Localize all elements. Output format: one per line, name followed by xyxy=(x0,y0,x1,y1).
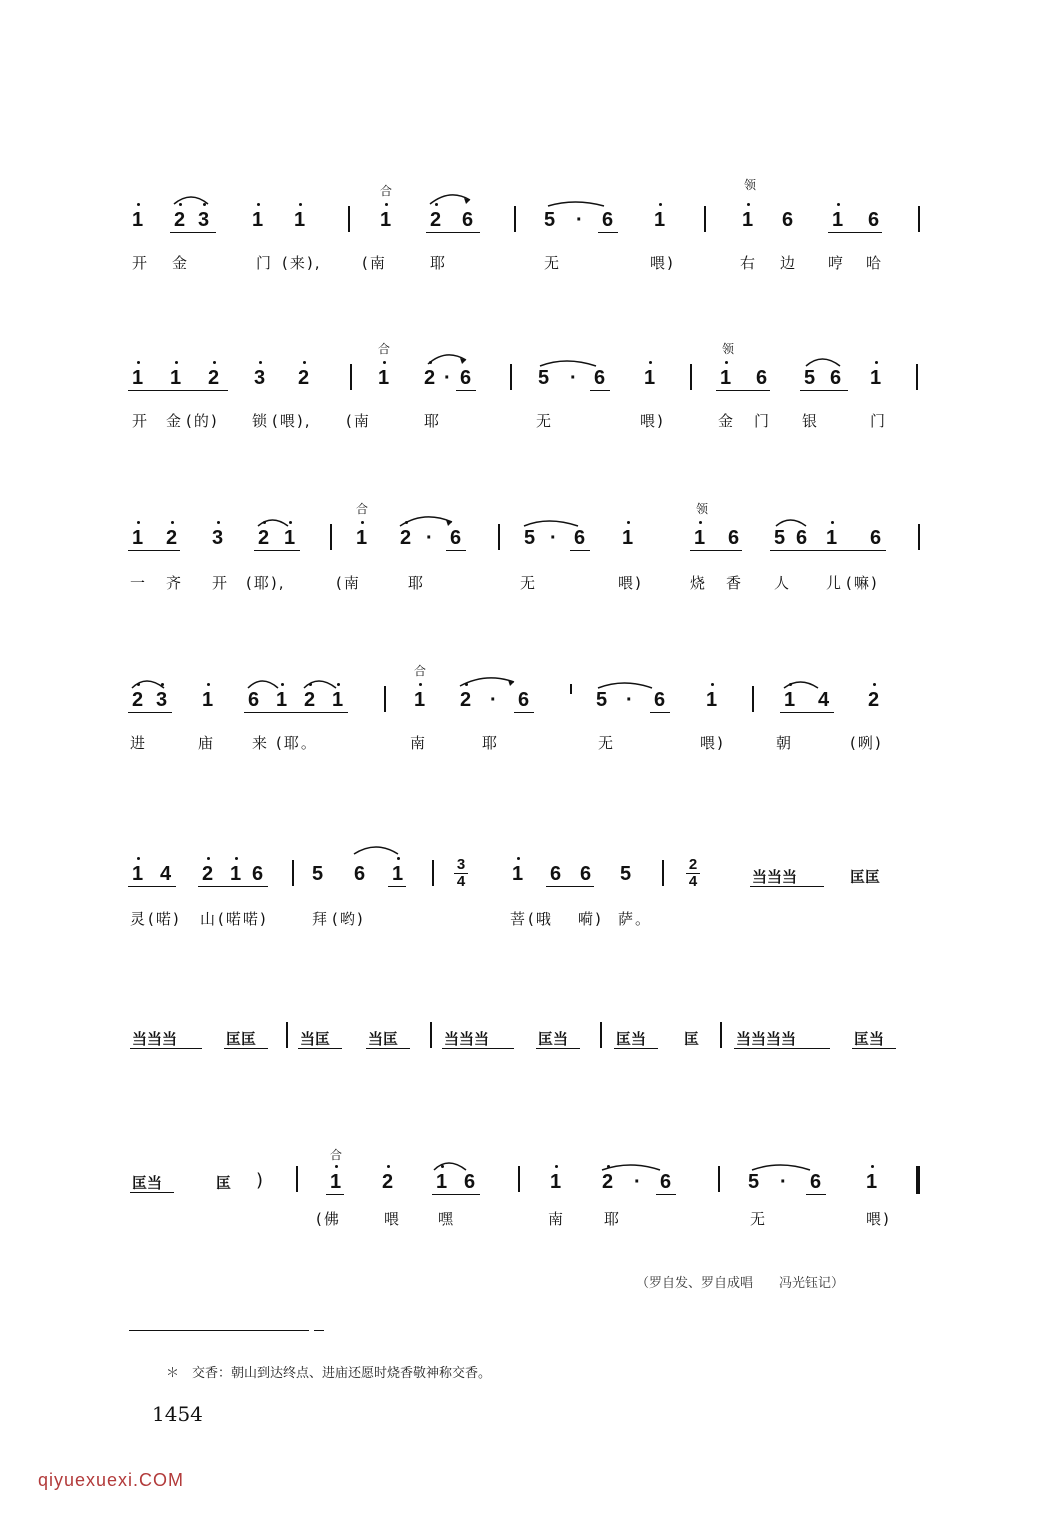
lyric: 山 xyxy=(200,910,218,928)
note: 5 xyxy=(312,863,324,885)
lyric: 萨。 xyxy=(618,910,653,928)
percussion-pattern: 当匡 xyxy=(368,1030,399,1048)
page-number: 1454 xyxy=(152,1402,203,1426)
note: 1 xyxy=(436,1171,448,1193)
lyric: 喂) xyxy=(866,1210,891,1228)
lyric: 齐 xyxy=(166,574,184,592)
note: 1 xyxy=(132,527,144,549)
note: 6 xyxy=(830,367,842,389)
cue-mark-he: 合 xyxy=(330,1148,343,1162)
note: 1 xyxy=(784,689,796,711)
note: 1 xyxy=(132,863,144,885)
note: 6 xyxy=(660,1171,672,1193)
lyric: 人 xyxy=(774,574,792,592)
lyric: 门 xyxy=(754,412,772,430)
percussion-pattern: 匡当 xyxy=(132,1174,163,1192)
lyric: (咧) xyxy=(850,734,883,752)
percussion-pattern: 当当当 xyxy=(132,1030,178,1048)
lyric: 灵 xyxy=(130,910,148,928)
lyric: 朝 xyxy=(776,734,794,752)
note: 6 xyxy=(252,863,264,885)
note: 1 xyxy=(132,367,144,389)
note: 6 xyxy=(870,527,882,549)
staff-system-5 xyxy=(0,822,1054,962)
note: 2 xyxy=(132,689,144,711)
lyric: 锁 xyxy=(252,412,270,430)
lyric: 门 xyxy=(256,254,274,272)
lyric: (佛 xyxy=(316,1210,341,1228)
lyric-line-4 xyxy=(0,658,1054,798)
percussion-pattern: 匡匡 xyxy=(226,1030,257,1048)
percussion-pattern: 匡匡 xyxy=(850,868,881,886)
beam xyxy=(442,1048,514,1049)
lyric: (南 xyxy=(362,254,387,272)
lyric: 香 xyxy=(726,574,744,592)
lyric: 喂) xyxy=(640,412,665,430)
note: · xyxy=(550,527,557,549)
note: 2 xyxy=(400,527,412,549)
note: 1 xyxy=(694,527,706,549)
note: 1 xyxy=(720,367,732,389)
percussion-pattern: 匡当 xyxy=(538,1030,569,1048)
lyric: (耶), xyxy=(246,574,286,592)
note: 2 xyxy=(424,367,436,389)
lyric: 来 xyxy=(252,734,270,752)
lyric: (喏喏) xyxy=(218,910,268,928)
lyric-line-5 xyxy=(0,822,1054,962)
note: 5 xyxy=(804,367,816,389)
cue-mark-he: 合 xyxy=(380,184,393,198)
note: 6 xyxy=(574,527,586,549)
lyric: (嘛) xyxy=(846,574,879,592)
note: 6 xyxy=(756,367,768,389)
note: 1 xyxy=(866,1171,878,1193)
time-signature-2-4: 2 4 xyxy=(686,858,700,889)
performer-credit: （罗自发、罗自成唱 冯光钰记） xyxy=(636,1276,845,1291)
note: 1 xyxy=(202,689,214,711)
note: 2 xyxy=(304,689,316,711)
beam xyxy=(852,1048,896,1049)
note: 1 xyxy=(294,209,306,231)
lyric: (南 xyxy=(346,412,371,430)
percussion-pattern: 当当当 xyxy=(444,1030,490,1048)
note: · xyxy=(490,689,497,711)
note: 1 xyxy=(170,367,182,389)
staff-system-2 xyxy=(0,330,1054,470)
note: 2 xyxy=(602,1171,614,1193)
note: 1 xyxy=(826,527,838,549)
beam xyxy=(130,1048,202,1049)
lyric: 无 xyxy=(520,574,538,592)
note: 1 xyxy=(230,863,242,885)
barline xyxy=(430,1022,432,1048)
note: 6 xyxy=(464,1171,476,1193)
lyric: 耶 xyxy=(430,254,448,272)
staff-system-4 xyxy=(0,658,1054,798)
note: 1 xyxy=(414,689,426,711)
note: 2 xyxy=(382,1171,394,1193)
lyric: 喂) xyxy=(618,574,643,592)
footnote-rule xyxy=(129,1330,309,1331)
note: 1 xyxy=(644,367,656,389)
note: 3 xyxy=(254,367,266,389)
note: 3 xyxy=(156,689,168,711)
percussion-pattern: 当当当 xyxy=(752,868,798,886)
note: 1 xyxy=(252,209,264,231)
note: 1 xyxy=(654,209,666,231)
cue-mark-ling: 领 xyxy=(696,502,709,516)
lyric: (哟) xyxy=(332,910,365,928)
note: 1 xyxy=(622,527,634,549)
percussion-pattern: 当当当当 xyxy=(736,1030,797,1048)
note: 6 xyxy=(602,209,614,231)
beam xyxy=(224,1048,268,1049)
note: 3 xyxy=(212,527,224,549)
lyric: 一 xyxy=(130,574,148,592)
lyric: 庙 xyxy=(198,734,216,752)
percussion-pattern: 匡当 xyxy=(854,1030,885,1048)
cue-mark-he: 合 xyxy=(414,664,427,678)
note: 6 xyxy=(796,527,808,549)
staff-system-1 xyxy=(0,170,1054,310)
note: 6 xyxy=(810,1171,822,1193)
note: 5 xyxy=(774,527,786,549)
note: 6 xyxy=(868,209,880,231)
lyric: 右 xyxy=(740,254,758,272)
note: 2 xyxy=(430,209,442,231)
lyric: 拜 xyxy=(312,910,330,928)
lyric: 无 xyxy=(544,254,562,272)
lyric: 银 xyxy=(802,412,820,430)
time-signature-3-4: 3 4 xyxy=(454,858,468,889)
note: 6 xyxy=(462,209,474,231)
note: 1 xyxy=(380,209,392,231)
lyric: 菩 xyxy=(510,910,528,928)
note: 1 xyxy=(832,209,844,231)
note: 6 xyxy=(580,863,592,885)
percussion-pattern: 匡当 xyxy=(616,1030,647,1048)
note: · xyxy=(626,689,633,711)
lyric-line-7 xyxy=(0,1140,1054,1280)
note: 2 xyxy=(460,689,472,711)
note: 4 xyxy=(160,863,172,885)
lyric: 烧 xyxy=(690,574,708,592)
barline xyxy=(720,1022,722,1048)
note: 2 xyxy=(202,863,214,885)
note: 6 xyxy=(654,689,666,711)
lyric: 边 xyxy=(780,254,798,272)
note: 6 xyxy=(594,367,606,389)
barline xyxy=(600,1022,602,1048)
lyric: (喏) xyxy=(148,910,181,928)
beam xyxy=(614,1048,658,1049)
note: 1 xyxy=(330,1171,342,1193)
lyric: 无 xyxy=(536,412,554,430)
note: · xyxy=(444,367,451,389)
percussion-pattern: 匡 xyxy=(216,1174,232,1192)
note: 5 xyxy=(544,209,556,231)
lyric: 哼 xyxy=(828,254,846,272)
lyric: 喂) xyxy=(650,254,675,272)
lyric: 耶 xyxy=(408,574,426,592)
lyric: 南 xyxy=(410,734,428,752)
barline xyxy=(286,1022,288,1048)
lyric: 金 xyxy=(718,412,736,430)
note: 5 xyxy=(538,367,550,389)
lyric: 嗬) xyxy=(578,910,603,928)
lyric: 门 xyxy=(870,412,888,430)
staff-system-3 xyxy=(0,496,1054,636)
cue-mark-he: 合 xyxy=(356,502,369,516)
lyric: (南 xyxy=(336,574,361,592)
note: 2 xyxy=(868,689,880,711)
lyric: (耶。 xyxy=(276,734,318,752)
note: · xyxy=(634,1171,641,1193)
cue-mark-he: 合 xyxy=(378,342,391,356)
lyric: 哈 xyxy=(866,254,884,272)
note: 1 xyxy=(284,527,296,549)
beam xyxy=(536,1048,580,1049)
lyric: (的) xyxy=(186,412,219,430)
beam xyxy=(734,1048,830,1049)
note: 6 xyxy=(354,863,366,885)
staff-system-7 xyxy=(0,1140,1054,1280)
lyric: 金 xyxy=(166,412,184,430)
lyric: (哦 xyxy=(528,910,553,928)
lyric: 耶 xyxy=(482,734,500,752)
note: 6 xyxy=(782,209,794,231)
note: 1 xyxy=(378,367,390,389)
lyric: 耶 xyxy=(424,412,442,430)
cue-mark-ling: 领 xyxy=(722,342,735,356)
footnote-rule-tail xyxy=(314,1330,324,1331)
note: 1 xyxy=(276,689,288,711)
percussion-pattern: 匡 xyxy=(684,1030,700,1048)
note: 2 xyxy=(174,209,186,231)
footnote: ＊ 交香：朝山到达终点、进庙还愿时烧香敬神称交香。 xyxy=(166,1366,492,1381)
note: 6 xyxy=(460,367,472,389)
note: 1 xyxy=(356,527,368,549)
lyric: 开 xyxy=(132,254,150,272)
note: 1 xyxy=(706,689,718,711)
note: · xyxy=(426,527,433,549)
note: 1 xyxy=(392,863,404,885)
note: 5 xyxy=(620,863,632,885)
note: 2 xyxy=(258,527,270,549)
note: 5 xyxy=(524,527,536,549)
lyric: 开 xyxy=(212,574,230,592)
lyric: 进 xyxy=(130,734,148,752)
percussion-pattern: 当匡 xyxy=(300,1030,331,1048)
beam xyxy=(366,1048,410,1049)
note: 5 xyxy=(748,1171,760,1193)
note: 1 xyxy=(742,209,754,231)
note: 6 xyxy=(728,527,740,549)
lyric: (来), xyxy=(282,254,322,272)
note: 6 xyxy=(450,527,462,549)
lyric: 无 xyxy=(598,734,616,752)
lyric: 儿 xyxy=(826,574,844,592)
site-watermark: qiyuexuexi.COM xyxy=(38,1470,185,1490)
note: 2 xyxy=(166,527,178,549)
note: 6 xyxy=(518,689,530,711)
lyric: 喂 xyxy=(384,1210,402,1228)
lyric: 耶 xyxy=(604,1210,622,1228)
lyric: 南 xyxy=(548,1210,566,1228)
lyric-line-1 xyxy=(0,170,1054,310)
note: 1 xyxy=(550,1171,562,1193)
staff-system-6 xyxy=(0,1000,1054,1140)
note: · xyxy=(576,209,583,231)
repeat-close-bracket: ) xyxy=(256,1170,264,1191)
note: 6 xyxy=(550,863,562,885)
beam xyxy=(298,1048,342,1049)
note: 2 xyxy=(208,367,220,389)
note: · xyxy=(570,367,577,389)
note: 4 xyxy=(818,689,830,711)
lyric-line-2 xyxy=(0,330,1054,470)
lyric: 喂) xyxy=(700,734,725,752)
note: 1 xyxy=(870,367,882,389)
note: 3 xyxy=(198,209,210,231)
lyric: 嘿 xyxy=(438,1210,456,1228)
cue-mark-ling: 领 xyxy=(744,178,757,192)
note: · xyxy=(780,1171,787,1193)
lyric: (喂), xyxy=(272,412,312,430)
note: 1 xyxy=(132,209,144,231)
note: 1 xyxy=(512,863,524,885)
note: 2 xyxy=(298,367,310,389)
note: 6 xyxy=(248,689,260,711)
lyric: 无 xyxy=(750,1210,768,1228)
lyric: 金 xyxy=(172,254,190,272)
lyric: 开 xyxy=(132,412,150,430)
note: 1 xyxy=(332,689,344,711)
note: 5 xyxy=(596,689,608,711)
lyric-line-3 xyxy=(0,496,1054,636)
